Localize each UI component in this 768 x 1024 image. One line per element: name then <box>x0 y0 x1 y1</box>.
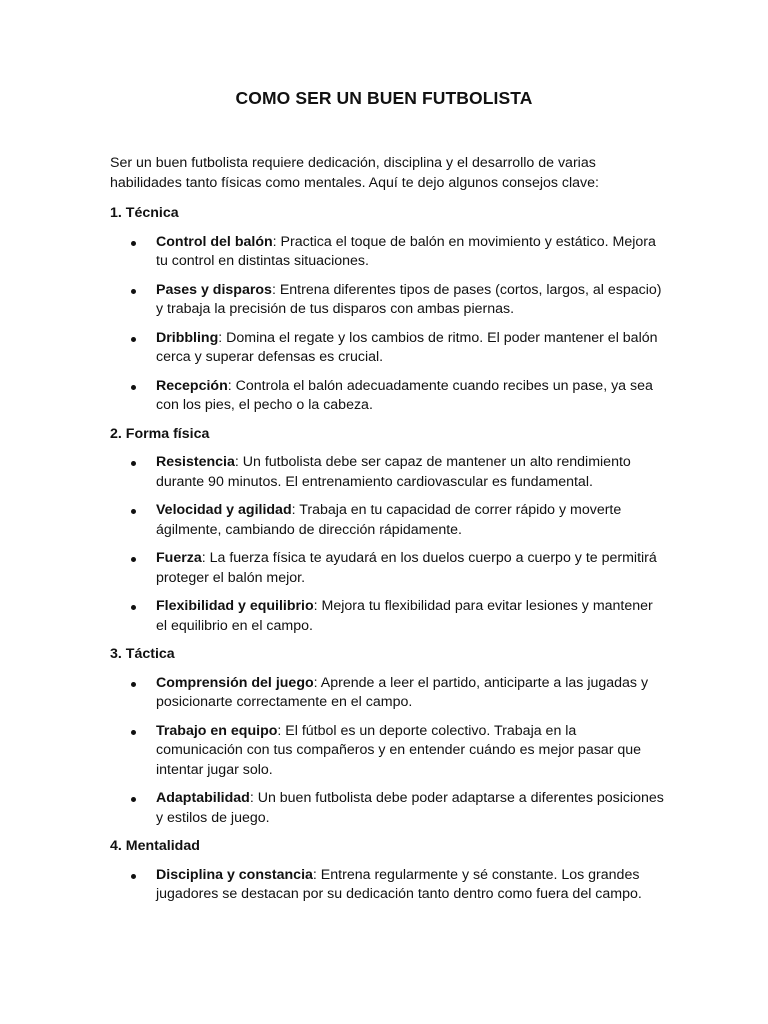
section-heading-forma-fisica: 2. Forma física <box>110 425 210 442</box>
document-title: COMO SER UN BUEN FUTBOLISTA <box>235 88 533 108</box>
section-heading-tecnica: 1. Técnica <box>110 205 179 221</box>
bullet-icon <box>131 605 136 610</box>
item-term: Velocidad y agilidad <box>156 502 292 518</box>
item-text: : Aprende a leer el partido, anticiparte a las jugadas y posicionarte correctamente en el campo. <box>156 674 649 710</box>
bullet-icon <box>131 385 136 390</box>
list-item <box>110 674 665 713</box>
bullet-icon <box>131 289 136 294</box>
intro-paragraph: Ser un buen futbolista requiere dedicación, disciplina y el desarrollo de varias habilidades tanto físicas como mentales. Aquí te dejo algunos consejos clave: <box>110 155 599 191</box>
list-item <box>110 866 665 905</box>
item-term: Disciplina y constancia <box>156 866 313 883</box>
item-text: : Entrena regularmente y sé constante. Los grandes jugadores se destacan por su dedicación tanto dentro como fuera del campo. <box>156 866 642 902</box>
section-list-forma-fisica <box>110 453 665 636</box>
item-text: : Controla el balón adecuadamente cuando recibes un pase, ya sea con los pies, el pecho o la cabeza. <box>156 377 653 413</box>
item-term: Pases y disparos <box>156 281 272 298</box>
section-list-tecnica <box>110 233 665 416</box>
item-text: : Un futbolista debe ser capaz de mantener un alto rendimiento durante 90 minutos. El entrenamiento cardiovascular es fundamental. <box>156 454 631 490</box>
list-item <box>110 722 665 781</box>
item-text: : Trabaja en tu capacidad de correr rápido y moverte ágilmente, cambiando de dirección rápidamente. <box>156 502 622 538</box>
list-item <box>110 377 665 416</box>
bullet-icon <box>131 797 136 802</box>
bullet-icon <box>131 337 136 342</box>
item-term: Recepción <box>156 377 228 394</box>
item-text: : Un buen futbolista debe poder adaptarse a diferentes posiciones y estilos de juego. <box>156 790 664 826</box>
item-text: : La fuerza física te ayudará en los duelos cuerpo a cuerpo y te permitirá proteger el balón mejor. <box>156 550 657 586</box>
item-term: Adaptabilidad <box>156 790 250 806</box>
item-text: : El fútbol es un deporte colectivo. Trabaja en la comunicación con tus compañeros y en entender cuándo es mejor pasar que intentar jugar solo. <box>156 722 642 778</box>
section-list-mentalidad <box>110 866 665 905</box>
list-item <box>110 789 665 828</box>
list-item <box>110 501 665 540</box>
item-term: Control del balón <box>156 233 273 250</box>
document-body <box>110 154 665 914</box>
bullet-icon <box>131 682 136 687</box>
list-item <box>110 233 665 272</box>
bullet-icon <box>131 730 136 735</box>
item-text: : Domina el regate y los cambios de ritmo. El poder mantener el balón cerca y superar defensas es crucial. <box>156 329 658 365</box>
bullet-icon <box>131 461 136 466</box>
item-term: Trabajo en equipo <box>156 722 278 739</box>
list-item <box>110 453 665 492</box>
item-text: : Mejora tu flexibilidad para evitar lesiones y mantener el equilibrio en el campo. <box>156 598 653 634</box>
section-list-tactica <box>110 674 665 829</box>
item-text: : Practica el toque de balón en movimiento y estático. Mejora tu control en distintas situaciones. <box>156 233 656 269</box>
list-item <box>110 329 665 368</box>
bullet-icon <box>131 557 136 562</box>
list-item <box>110 549 665 588</box>
list-item <box>110 281 665 320</box>
item-term: Comprensión del juego <box>156 674 314 691</box>
item-term: Dribbling <box>156 329 219 346</box>
bullet-icon <box>131 509 136 514</box>
item-term: Resistencia <box>156 454 235 470</box>
section-heading-tactica: 3. Táctica <box>110 646 175 662</box>
item-text: : Entrena diferentes tipos de pases (cortos, largos, al espacio) y trabaja la precisión de tus disparos con ambas piernas. <box>156 281 662 317</box>
item-term: Fuerza <box>156 550 202 566</box>
list-item <box>110 597 665 636</box>
bullet-icon <box>131 874 136 879</box>
bullet-icon <box>131 241 136 246</box>
item-term: Flexibilidad y equilibrio <box>156 598 314 614</box>
section-heading-mentalidad: 4. Mentalidad <box>110 838 200 854</box>
